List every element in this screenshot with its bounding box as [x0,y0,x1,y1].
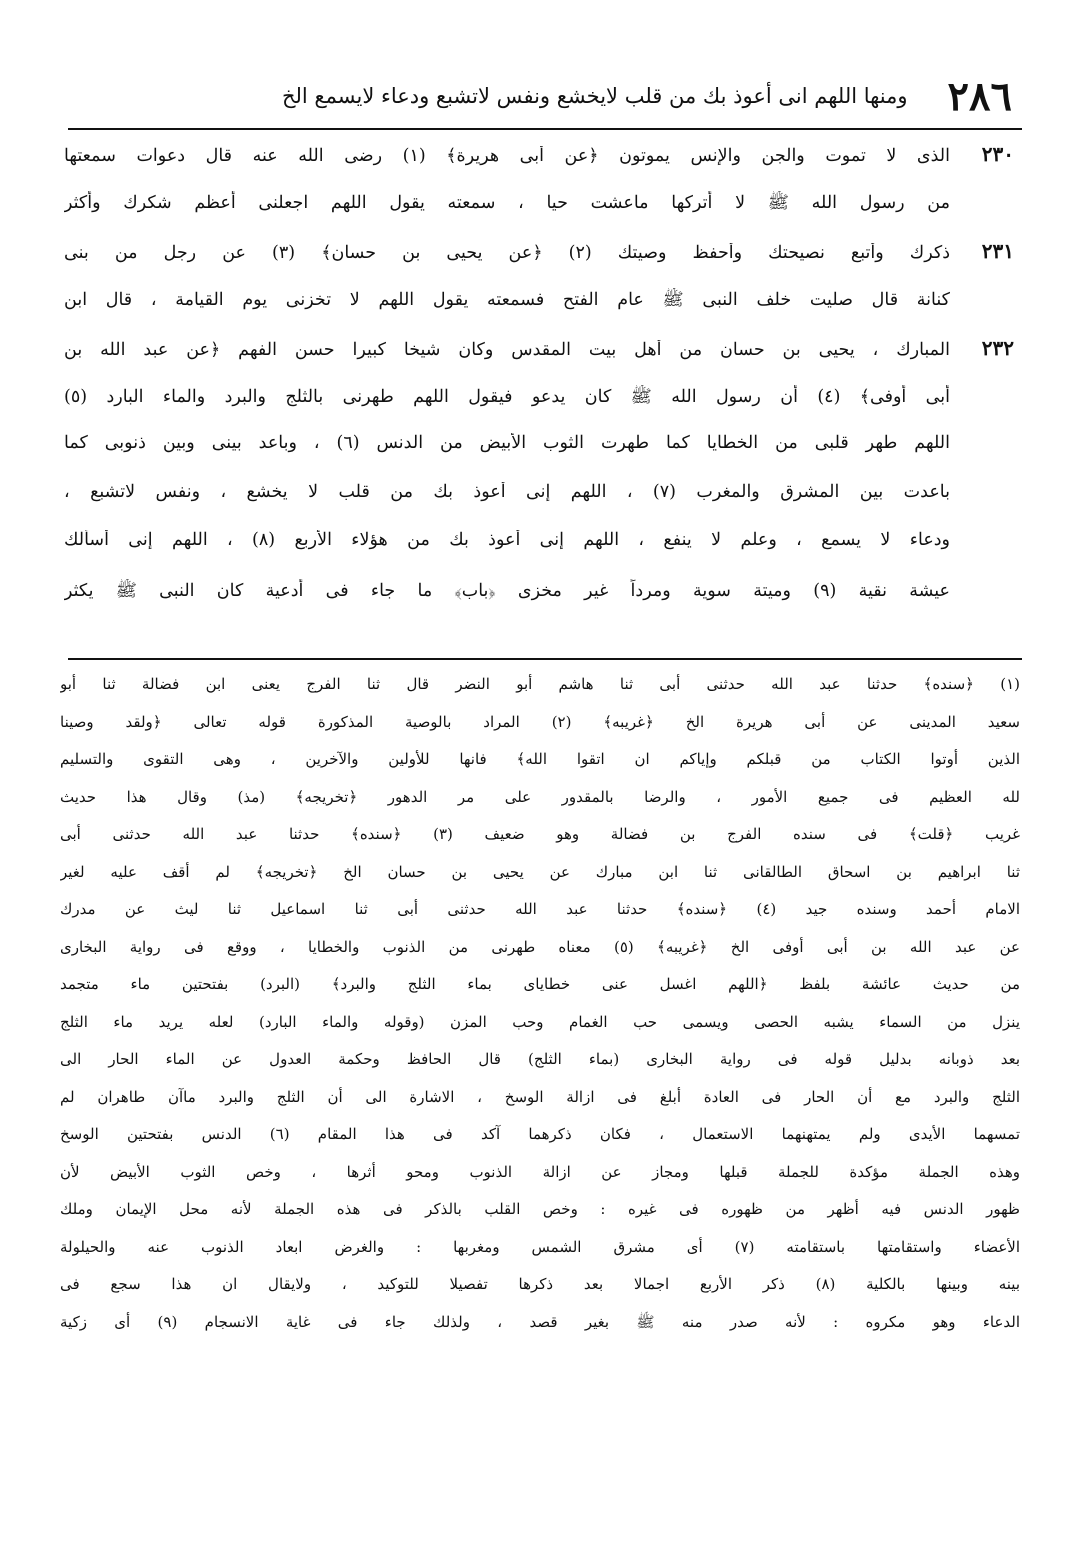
hadith-number: ٢٣١ [981,239,1014,263]
line-text: كنانة قال صليت خلف النبى ﷺ عام الفتح فسمعته يقول اللهم لا تخزنى يوم القيامة ، قال ابن [64,289,950,310]
text-line [64,288,1014,337]
text-line [64,482,1014,531]
text-line [64,239,1014,288]
line-text: الذى لا تموت والجن والإنس يموتون ﴿عن أبى هريرة﴾ (١) رضى الله عنه قال دعوات سمعتها [64,146,950,166]
footnotes [60,666,1020,1341]
line-text: ودعاء لا يسمع ، وعلم لا ينفع ، اللهم إنى أعوذ بك من هؤلاء الأربع (٨) ، اللهم إنى أسألك [64,530,950,550]
line-text: من رسول الله ﷺ لا أتركها ماعشت حيا ، سمعته يقول اللهم اجعلنى أعظم شكرك وأكثر [64,192,950,213]
footnote-line: الامام أحمد وسنده جيد (٤) ﴿سنده﴾ حدثنا عبد الله حدثنى أبى ثنا اسماعيل ثنا ليث عن مدرك [60,900,1020,918]
footnote-line: بينه وبينها بالكلية (٨) ذكر الأربع اجمالا بعد ذكرها تفصيلا للتوكيد ، ولايقال ان هذا سجع فى [60,1275,1020,1293]
running-head: ومنها اللهم انى أعوذ بك من قلب لايخشع ونفس لاتشبع ودعاء لايسمع الخ [281,84,908,108]
footnote-line: من حديث عائشة بلفظ ﴿اللهم اغسل عنى خطاياى بماء الثلج والبرد﴾ (البرد) بفتحتين ماء متجمد [60,975,1020,993]
footnote-separator [68,658,1022,660]
line-text: اللهم طهر قلبى من الخطايا كما طهرت الثوب الأبيض من الدنس (٦) ، وباعد بينى وبين ذنوبى كما [64,433,950,453]
footnote-line: الدعاء وهو مكروه : لأنه صدر منه ﷺ بغير قصد ، ولذلك جاء فى غاية الانسجام (٩) أى زكية [60,1312,1020,1331]
footnote-line: بعد ذوبانه بدليل قوله فى رواية البخارى (بماء الثلج) قال الحافظ وحكمة العدول عن الماء الحار الى [60,1050,1020,1068]
footnote-line: الأعضاء واستقامتها باستقامته (٧) أى مشرق الشمس ومغربها : والغرض ابعاد الذنوب عنه والحيلولة [60,1237,1020,1256]
footnote-line: ينزل من السماء يشبه الحصى ويسمى حب الغمام وحب المزن (وقوله والماء البارد) لعله يريد ماء الثلج [60,1012,1020,1031]
footnote-line: غريب ﴿قلت﴾ فى سنده الفرج بن فضالة وهو ضعيف (٣) ﴿سنده﴾ حدثنا عبد الله حدثنى أبى [60,825,1020,843]
main-text [64,142,1014,627]
text-line [64,385,1014,434]
line-text: المبارك ، يحيى بن حسان من أهل بيت المقدس وكان شيخا كبيرا حسن الفهم ﴿عن عبد الله بن [64,340,950,360]
footnote-line: (١) ﴿سنده﴾ حدثنا عبد الله حدثنى أبى ثنا هاشم أبو النضر قال ثنا الفرج يعنى ابن فضالة ثنا أبو [60,675,1020,693]
line-text: ذكرك وأتبع نصيحتك وأحفظ وصيتك (٢) ﴿عن يحيى بن حسان﴾ (٣) عن رجل من بنى [64,243,950,263]
footnote-line: ثنا ابراهيم بن اسحاق الطالقانى ثنا ابن مبارك عن يحيى بن حسان الخ ﴿تخريجه﴾ لم أقف عليه لغير [60,862,1020,881]
text-line [64,142,1014,191]
text-line [64,191,1014,240]
footnote-line: ظهور الدنس فيه أظهر من ظهوره فى غيره : وخص القلب بالذكر فى هذه الجملة لأنه محل الإيمان وملك [60,1200,1020,1218]
hadith-number: ٢٣٠ [981,142,1014,166]
line-text: أبى أوفى﴾ (٤) أن رسول الله ﷺ كان يدعو فيقول اللهم طهرنى بالثلج والبرد والماء البارد (٥) [64,386,950,407]
text-line [64,579,1014,628]
footnote-line: سعيد المدينى عن أبى هريرة الخ ﴿غريبه﴾ (٢) المراد بالوصية المذكورة قوله تعالى ﴿ولقد وصينا [60,712,1020,731]
footnote-line: لله العظيم فى جميع الأمور ، والرضا بالمقدور على مر الدهور ﴿تخريجه﴾ (مذ) وقال هذا حديث [60,787,1020,806]
line-text: عيشة نقية (٩) وميتة سوية ومرداً غير مخزى ﴿باب﴾ ما جاء فى أدعية كان النبى ﷺ يكثر [64,580,950,601]
text-line [64,530,1014,579]
footnote-line: الذين أوتوا الكتاب من قبلكم وإياكم ان اتقوا الله﴾ فانها للأولين والآخرين ، وهى التقوى والتسليم [60,750,1020,768]
line-text: باعدت بين المشرق والمغرب (٧) ، اللهم إنى أعوذ بك من قلب لا يخشع ، ونفس لاتشبع ، [64,481,950,502]
footnote-line: وهذه الجملة مؤكدة للجملة قبلها ومجاز عن ازالة الذنوب ومحو أثرها ، وخص الثوب الأبيض لأن [60,1162,1020,1181]
page-header [90,72,1012,120]
page-number: ٢٨٦ [947,72,1012,120]
text-line [64,433,1014,482]
header-rule [68,128,1022,130]
footnote-line: تمسهما الأيدى ولم يمتهنهما الاستعمال ، فكان ذكرهما آكد فى هذا المقام (٦) الدنس بفتحتين الوسخ [60,1125,1020,1143]
footnote-line: الثلج والبرد مع أن الحار فى العادة أبلغ فى ازالة الوسخ ، الاشارة الى أن الثلج والبرد ماآن طاهران لم [60,1087,1020,1106]
footnote-line: عن عبد الله بن أبى أوفى الخ ﴿غريبه﴾ (٥) معناه طهرنى من الذنوب والخطايا ، ووقع فى رواية البخارى [60,937,1020,956]
text-line [64,336,1014,385]
hadith-number: ٢٣٢ [981,336,1014,360]
